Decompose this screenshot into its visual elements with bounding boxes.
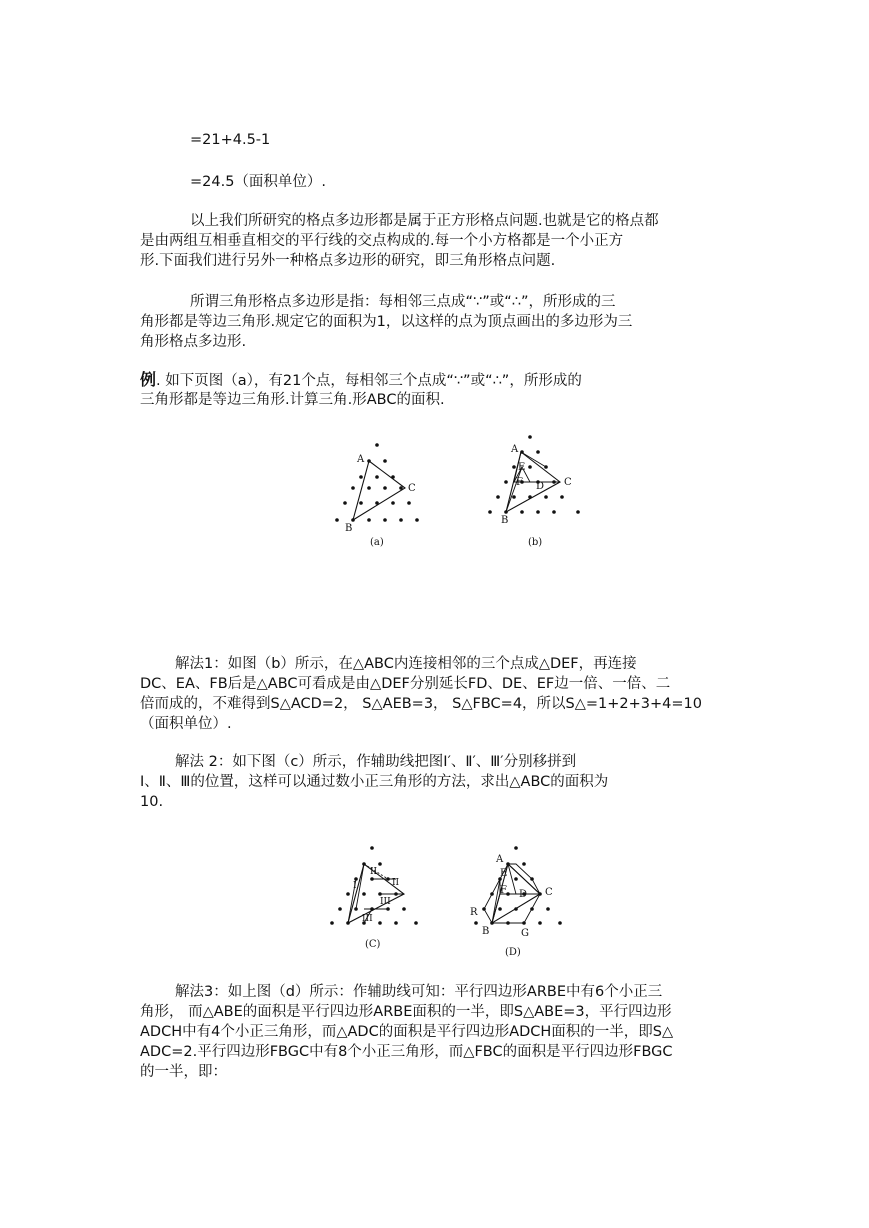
- solution-2-line-3: 10.: [140, 794, 164, 810]
- paragraph-2-line-2: 角形都是等边三角形.规定它的面积为1，以这样的点为顶点画出的多边形为三: [140, 314, 633, 330]
- solution-1-line-1: 解法1：如图（b）所示，在△ABC内连接相邻的三个点成△DEF，再连接: [175, 656, 637, 672]
- figure-b-dots: [488, 435, 580, 514]
- line-fb: [506, 467, 522, 512]
- example-line-2: 三角形都是等边三角形.计算三角.形ABC的面积.: [140, 392, 445, 408]
- solution-1-line-2: DC、EA、FB后是△ABC可看成是由△DEF分别延长FD、DE、EF边一倍、一倍、二: [140, 676, 671, 692]
- equation-line-2: =24.5（面积单位）.: [190, 174, 327, 190]
- figures-c-d: [320, 836, 590, 966]
- label-b-B: B: [501, 515, 509, 526]
- roman-c-II: II: [392, 878, 400, 888]
- paragraph-1-line-3: 形.下面我们进行另外一种格点多边形的研究，即三角形格点问题.: [140, 253, 556, 269]
- roman-c-IIp: II: [370, 867, 378, 877]
- label-d-C: C: [545, 887, 553, 898]
- figure-a: [335, 443, 419, 548]
- label-d-G: G: [521, 928, 529, 939]
- label-d-D: D: [519, 889, 528, 900]
- label-b-F: F: [516, 477, 523, 488]
- solution-1-line-4: （面积单位）.: [140, 716, 232, 732]
- figure-c: [330, 846, 418, 950]
- label-d-F: F: [500, 885, 507, 896]
- solution-2-line-1: 解法 2：如下图（c）所示，作辅助线把图Ⅰ′、Ⅱ′、Ⅲ′分别移拼到: [175, 754, 577, 770]
- label-d-R: R: [470, 907, 478, 918]
- caption-d: (D): [505, 947, 521, 958]
- figures-a-b: [320, 430, 600, 555]
- caption-b: (b): [528, 537, 543, 548]
- label-b-C: C: [564, 477, 572, 488]
- solution-2-line-2: Ⅰ、Ⅱ、Ⅲ的位置，这样可以通过数小正三角形的方法，求出△ABC的面积为: [140, 774, 609, 790]
- caption-c: (C): [365, 939, 381, 950]
- figure-d: [470, 846, 562, 958]
- label-d-B: B: [482, 926, 490, 937]
- figure-d-dots: [474, 846, 562, 925]
- roman-c-III: III: [362, 914, 373, 924]
- label-d-A: A: [496, 854, 504, 865]
- paragraph-2-line-1: 所谓三角形格点多边形是指：每相邻三点成“∵”或“∴”，所形成的三: [190, 294, 616, 310]
- caption-a: (a): [370, 537, 384, 548]
- example-label: 例: [140, 370, 157, 389]
- paragraph-2-line-3: 角形格点多边形.: [140, 334, 247, 350]
- paragraph-1-line-1: 以上我们所研究的格点多边形都是属于正方形格点问题.也就是它的格点都: [190, 213, 659, 229]
- roman-c-I: I: [353, 881, 357, 891]
- paragraph-1-line-2: 是由两组互相垂直相交的平行线的交点构成的.每一个小方格都是一个小正方: [140, 233, 624, 249]
- solution-3-line-2: 角形， 而△ABE的面积是平行四边形ARBE面积的一半，即S△ABE=3，平行四边形: [140, 1004, 672, 1020]
- label-a-B: B: [345, 523, 353, 534]
- triangle-abc-a: [353, 461, 405, 520]
- solution-3-line-1: 解法3：如上图（d）所示：作辅助线可知：平行四边形ARBE中有6个小正三: [175, 984, 663, 1000]
- solution-3-line-5: 的一半，即：: [140, 1064, 227, 1080]
- line-c-1: [356, 864, 364, 909]
- label-b-A: A: [511, 444, 519, 455]
- equation-line-1: =21+4.5-1: [190, 132, 271, 148]
- figure-c-dots: [330, 846, 418, 925]
- solution-3-line-3: ADCH中有4个小正三角形，而△ADC的面积是平行四边形ADCH面积的一半，即S△: [140, 1024, 674, 1040]
- solution-1-line-3: 倍而成的，不难得到S△ACD=2， S△AEB=3， S△FBC=4，所以S△=1+2+3+4=10: [140, 696, 703, 712]
- figure-b: [488, 435, 580, 548]
- label-d-E: E: [500, 868, 508, 879]
- label-b-E: E: [518, 462, 526, 473]
- figure-a-dots: [335, 443, 419, 522]
- label-b-D: D: [536, 481, 545, 492]
- example-text-1: . 如下页图（a），有21个点，每相邻三个点成“∵”或“∴”，所形成的: [156, 373, 582, 389]
- example-line-1: [140, 370, 582, 391]
- solution-3-line-4: ADC=2.平行四边形FBGC中有8个小正三角形，而△FBC的面积是平行四边形FBGC: [140, 1044, 673, 1060]
- label-a-C: C: [408, 483, 416, 494]
- label-a-A: A: [357, 454, 365, 465]
- roman-c-IIIp: III: [380, 897, 391, 907]
